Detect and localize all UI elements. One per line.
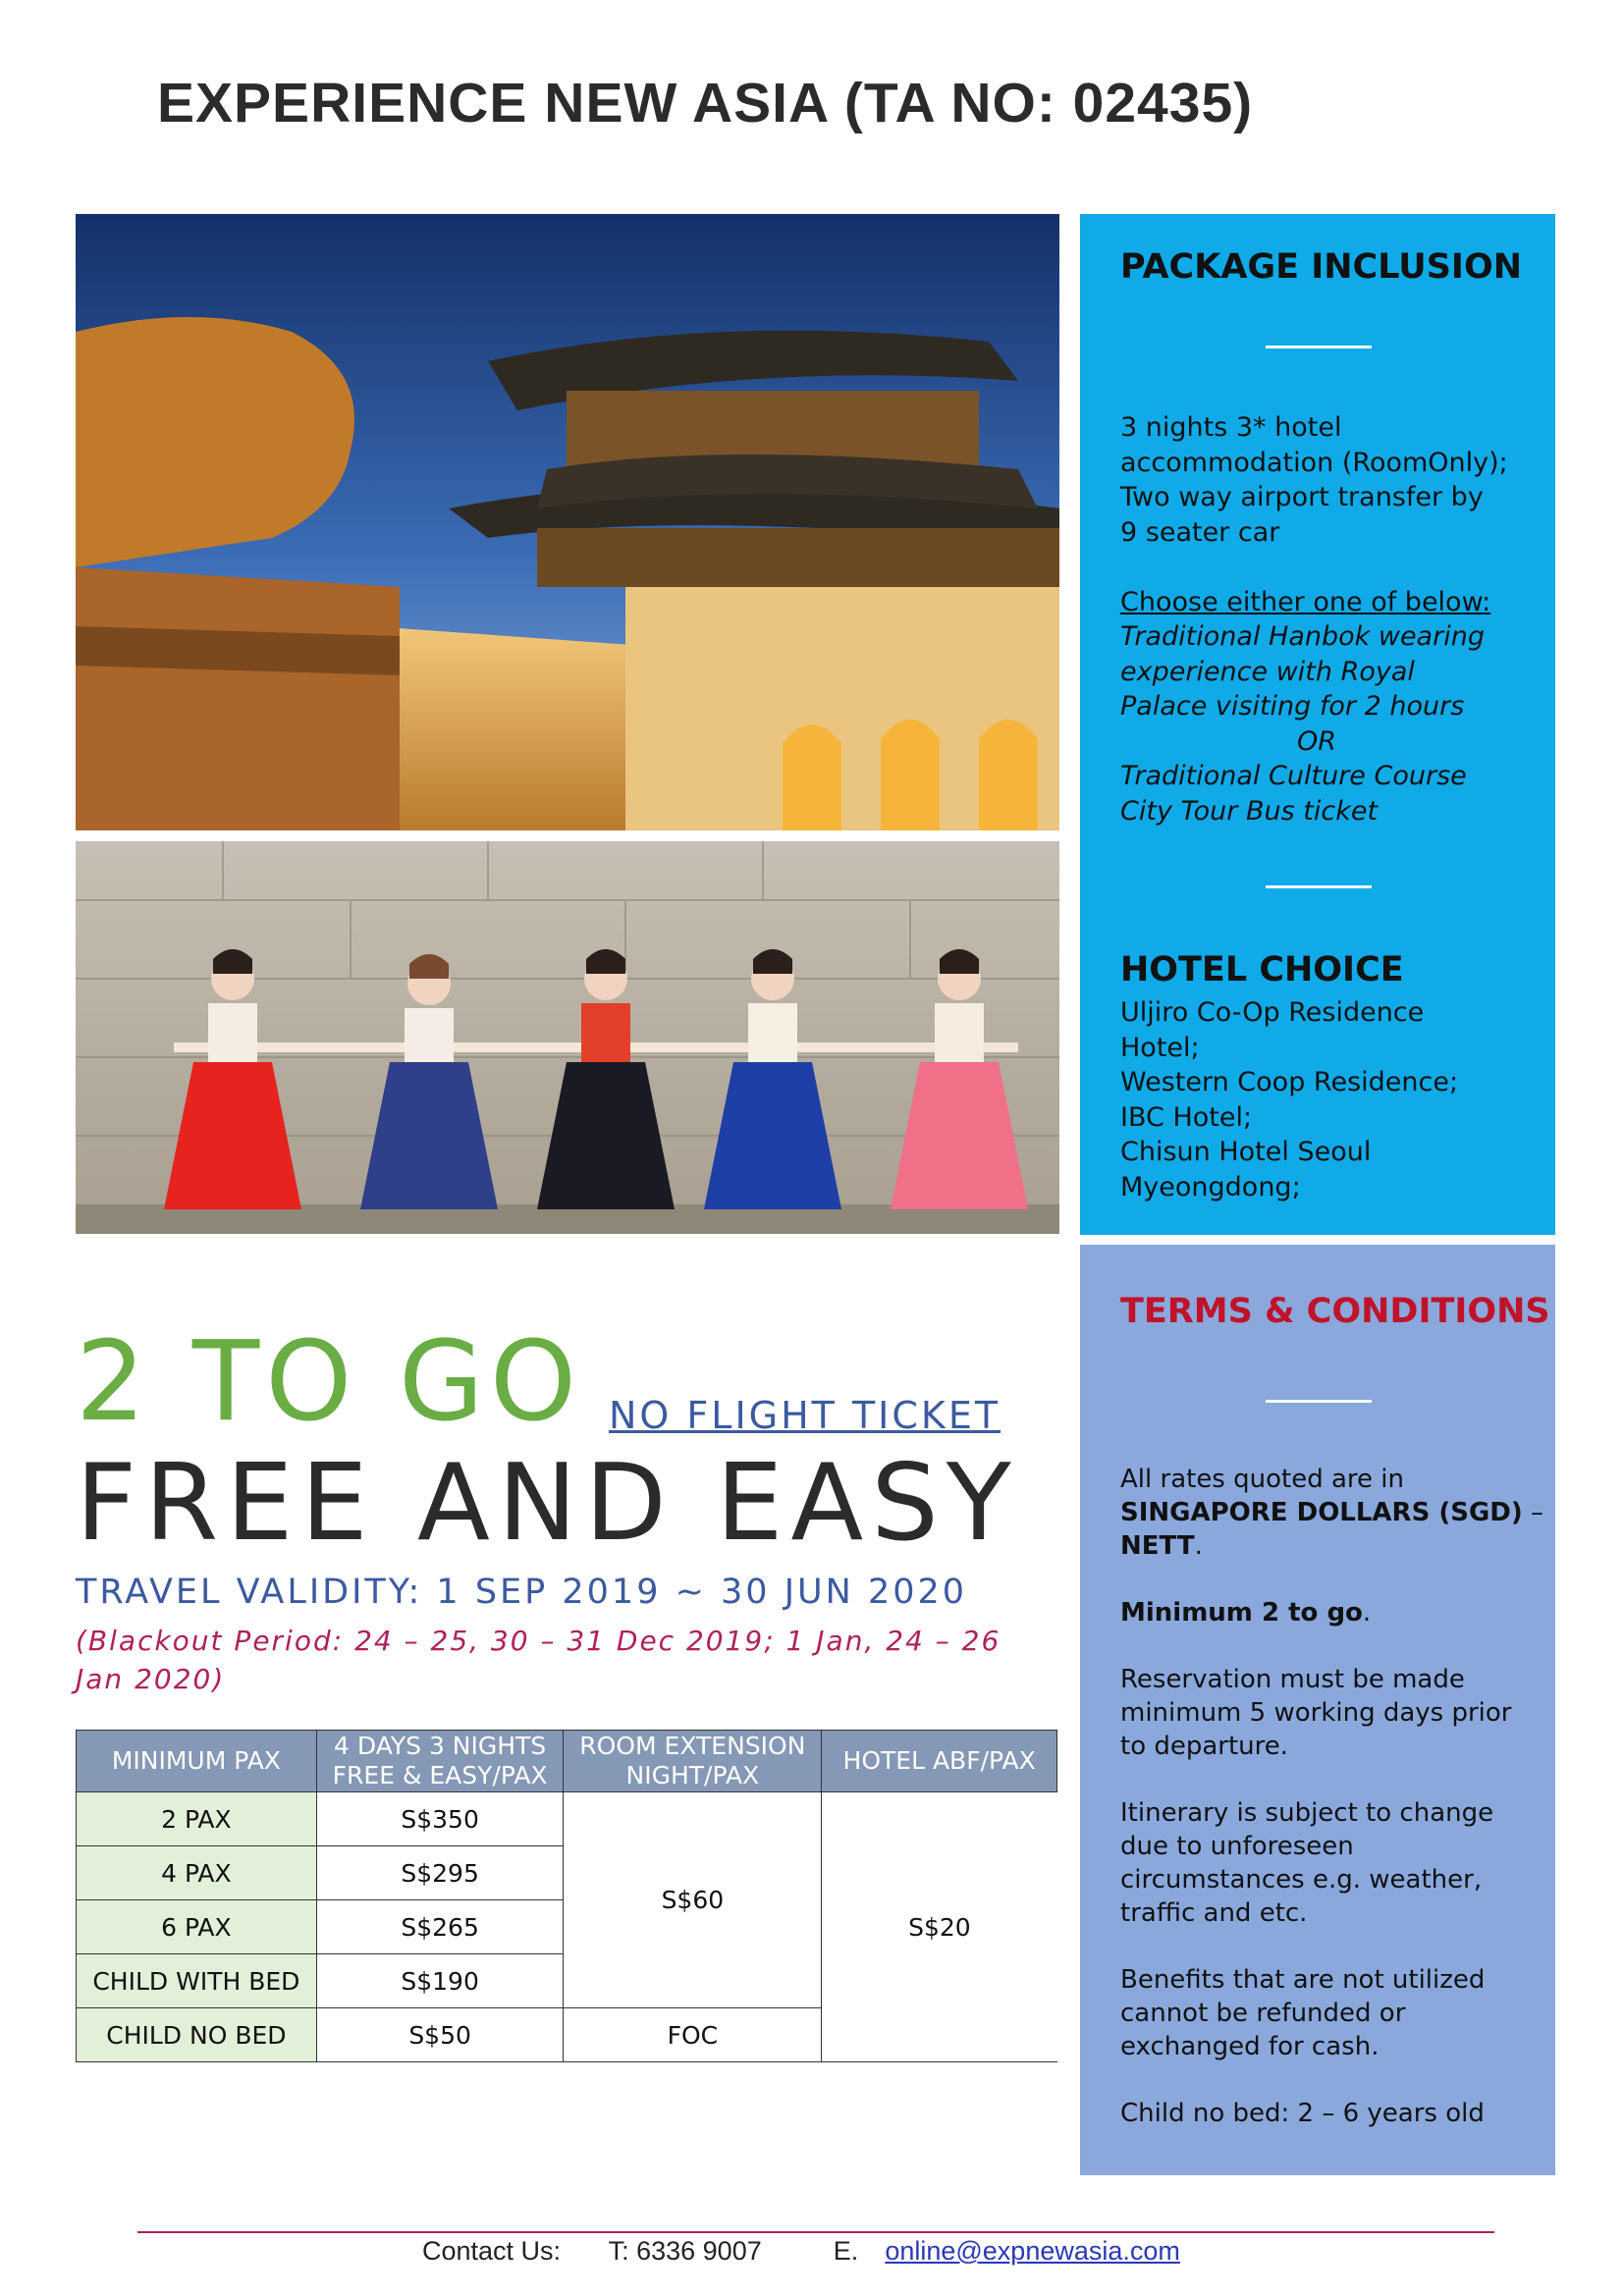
pax-cell: CHILD WITH BED	[77, 1954, 317, 2008]
option-line: Palace visiting for 2 hours	[1120, 691, 1465, 721]
promo-tag: NO FLIGHT TICKET	[609, 1394, 1001, 1437]
terms-benefits-line: exchanged for cash.	[1120, 2032, 1380, 2061]
footer-divider	[137, 2231, 1494, 2233]
hotel-line: Myeongdong;	[1120, 1171, 1301, 1202]
pax-cell: 6 PAX	[77, 1900, 317, 1954]
terms-minimum: Minimum 2 to go	[1120, 1598, 1363, 1628]
hotel-line: Western Coop Residence;	[1120, 1067, 1459, 1097]
col-header-line: ROOM EXTENSION	[579, 1732, 806, 1760]
terms-itinerary-line: traffic and etc.	[1120, 1898, 1308, 1928]
terms-rates-currency: SINGAPORE DOLLARS (SGD)	[1120, 1498, 1523, 1527]
col-header-minimum-pax: MINIMUM PAX	[77, 1731, 317, 1792]
promo-headline: 2 TO GO	[76, 1318, 582, 1446]
choose-label: Choose either one of below:	[1120, 586, 1491, 617]
terms-list	[1120, 1463, 1552, 2130]
table-header-row	[77, 1731, 1057, 1792]
room-extension-child-cell: FOC	[564, 2008, 822, 2062]
blackout-period: (Blackout Period: 24 – 25, 30 – 31 Dec 2019; 1 Jan, 24 – 26 Jan 2020)	[76, 1625, 1001, 1695]
price-cell: S$350	[316, 1792, 564, 1846]
hotel-list	[1120, 995, 1552, 1204]
hotel-line: IBC Hotel;	[1120, 1101, 1253, 1133]
col-header-line: 4 DAYS 3 NIGHTS	[334, 1732, 547, 1760]
hotel-line: Hotel;	[1120, 1032, 1200, 1063]
terms-itinerary-line: circumstances e.g. weather,	[1120, 1865, 1483, 1895]
hotel-line: Chisun Hotel Seoul	[1120, 1137, 1372, 1167]
package-heading: PACKAGE INCLUSION	[1120, 247, 1522, 287]
hotel-heading: HOTEL CHOICE	[1120, 950, 1404, 989]
page-title: EXPERIENCE NEW ASIA (TA NO: 02435)	[157, 72, 1254, 134]
price-cell: S$190	[316, 1954, 564, 2008]
pax-cell: 4 PAX	[77, 1846, 317, 1900]
terms-benefits-line: cannot be refunded or	[1120, 1999, 1406, 2028]
inclusion-line: 9 seater car	[1120, 516, 1280, 548]
hanbok-illustration	[76, 841, 1059, 1234]
terms-reservation-line: minimum 5 working days prior	[1120, 1698, 1512, 1728]
option-line: Traditional Hanbok wearing	[1120, 621, 1485, 652]
terms-rates-dash: –	[1522, 1498, 1544, 1527]
promo-subheadline: FREE AND EASY	[76, 1442, 1019, 1565]
package-panel	[1080, 214, 1555, 1235]
terms-benefits-line: Benefits that are not utilized	[1120, 1965, 1486, 1995]
terms-divider	[1266, 1400, 1372, 1403]
package-divider-top	[1266, 346, 1372, 348]
option-line: City Tour Bus ticket	[1120, 795, 1379, 827]
col-header-room-extension	[564, 1731, 822, 1792]
contact-label: Contact Us:	[422, 2236, 562, 2266]
terms-reservation-line: Reservation must be made	[1120, 1665, 1465, 1694]
inclusion-list	[1120, 410, 1552, 828]
terms-rates-nett: NETT	[1120, 1531, 1195, 1561]
col-header-line: NIGHT/PAX	[625, 1761, 760, 1789]
inclusion-line: 3 nights 3* hotel	[1120, 412, 1342, 443]
inclusion-line: accommodation (RoomOnly);	[1120, 447, 1508, 478]
table-row	[77, 1792, 1057, 1846]
terms-heading: TERMS & CONDITIONS	[1120, 1292, 1550, 1331]
price-cell: S$295	[316, 1846, 564, 1900]
terms-child: Child no bed: 2 – 6 years old	[1120, 2099, 1485, 2128]
terms-panel	[1080, 1245, 1555, 2175]
col-header-line: FREE & EASY/PAX	[332, 1761, 548, 1789]
price-cell: S$50	[316, 2008, 564, 2062]
option-line: Traditional Culture Course	[1120, 761, 1467, 791]
price-table	[76, 1730, 1057, 2062]
hotel-line: Uljiro Co-Op Residence	[1120, 997, 1425, 1028]
hanbok-photo	[76, 841, 1059, 1234]
option-line: experience with Royal	[1120, 656, 1415, 687]
terms-itinerary-line: due to unforeseen	[1120, 1832, 1354, 1861]
travel-validity: TRAVEL VALIDITY: 1 SEP 2019 ~ 30 JUN 2020	[76, 1573, 968, 1612]
terms-rates-intro: All rates quoted are in	[1120, 1465, 1404, 1494]
pax-cell: 2 PAX	[77, 1792, 317, 1846]
terms-reservation-line: to departure.	[1120, 1732, 1289, 1761]
terms-itinerary-line: Itinerary is subject to change	[1120, 1798, 1494, 1828]
terms-rates-end: .	[1194, 1531, 1203, 1561]
hotel-abf-cell: S$20	[822, 1792, 1057, 2062]
terms-minimum-end: .	[1362, 1598, 1372, 1628]
palace-illustration	[76, 214, 1059, 830]
price-cell: S$265	[316, 1900, 564, 1954]
inclusion-line: Two way airport transfer by	[1120, 482, 1484, 512]
contact-phone: T: 6336 9007	[608, 2236, 762, 2266]
room-extension-cell: S$60	[564, 1792, 822, 2008]
contact-email-link[interactable]: online@expnewasia.com	[885, 2236, 1180, 2266]
or-label: OR	[1297, 725, 1337, 757]
palace-photo	[76, 214, 1059, 830]
footer-contact	[422, 2236, 1180, 2267]
col-header-hotel-abf: HOTEL ABF/PAX	[822, 1731, 1057, 1792]
package-divider-bottom	[1266, 885, 1372, 888]
col-header-package-price	[316, 1731, 564, 1792]
pax-cell: CHILD NO BED	[77, 2008, 317, 2062]
contact-email-label: E.	[833, 2236, 859, 2266]
